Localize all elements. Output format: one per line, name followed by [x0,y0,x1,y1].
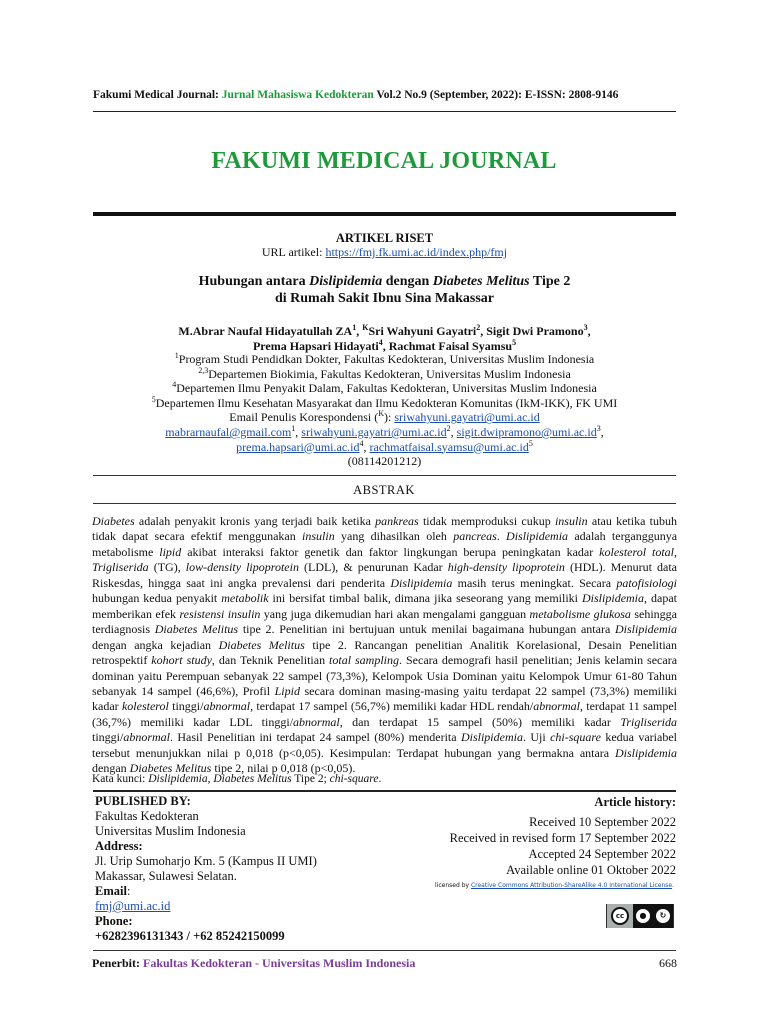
abstract-italic-term: Trigliserida [92,560,149,575]
author-line-1 [93,324,676,339]
journal-title: FAKUMI MEDICAL JOURNAL [211,148,557,174]
license-pre: licensed by [435,882,471,889]
abstract-italic-term: Diabetes Melitus [154,622,239,637]
abstract-text: adalah terganggunya metabolisme [92,529,678,559]
address-line: Jl. Urip Sumoharjo Km. 5 (Kampus II UMI) [95,854,317,868]
publisher-email-link[interactable]: fmj@umi.ac.id [95,899,171,913]
affil-sup: 5 [151,394,156,404]
abstract-text: , dapat memberikan efek [92,591,677,621]
article-url-line [93,245,676,260]
history-label: Article history: [594,795,676,809]
running-header-issue: Vol.2 No.9 (September, 2022): E-ISSN: 2808-9146 [373,89,619,101]
abstract-text: yang juga dikemudian hari akan mengalami gangguan [260,606,530,621]
abstract-italic-term: abnormal [533,699,580,714]
email-sup: 4 [359,438,364,448]
abstract-italic-term: Diabetes Melitus [129,761,212,776]
abstract-italic-term: Dislipidemia [582,591,645,606]
phone-label: Phone: [95,914,133,928]
article-history [450,794,676,878]
cc-logo-icon [607,904,633,928]
abstract-text: . Secara demografi hasil penelitian; Jenis kelamin secara dominan yaitu Perempuan sebanyak 22 sampel (73,3%), Kelompok Usia Dominan yaitu Kelompok Umur 61-80 Tahun sebanyak 14 sampel (46,6%), Profil [92,653,678,698]
page-footer [92,956,677,971]
running-header-subtitle: Jurnal Mahasiswa Kedokteran [221,89,374,101]
author-sep: , [587,324,591,338]
affiliation-4 [93,381,676,396]
article-title [93,273,676,307]
abstract-text: dengan [92,761,130,776]
abstract-text: hubungan kedua penyakit [92,591,222,606]
abstract-italic-term: kolesterol [121,699,169,714]
article-url-label: URL artikel: [261,245,326,259]
author-name: Sigit Dwi Pramono [486,324,584,338]
author-email-link[interactable]: rachmatfaisal.syamsu@umi.ac.id [369,439,529,454]
corresponding-mark: K [362,323,369,332]
corr-close: ): [384,410,395,425]
publisher-line: Fakultas Kedokteran [95,809,199,823]
affil-text: Departemen Biokimia, Fakultas Kedokteran, Universitas Muslim Indonesia [208,366,571,381]
abstract-text: akibat interaksi faktor genetik dan faktor lingkungan berupa peningkatan kadar [181,544,600,559]
author-email-line-2 [93,440,676,455]
attribution-icon: ● [636,909,650,923]
publisher-line: Universitas Muslim Indonesia [95,824,246,838]
corresponding-email-line [93,410,676,425]
running-header-sep: : [215,89,222,101]
author-sup: 1 [352,323,357,332]
license-line [435,882,674,889]
abstract-text: adalah penyakit kronis yang terjadi baik ketika [134,514,376,528]
cc-by-sa-badge[interactable] [606,904,674,928]
page-number: 668 [659,956,677,970]
running-header-journal: Fakumi Medical Journal [93,89,216,101]
corresponding-email-link[interactable]: sriwahyuni.gayatri@umi.ac.id [394,410,540,425]
abstract-text: dengan angka kejadian [92,637,219,652]
keywords-label: Kata kunci: [92,773,149,785]
abstract-text: (HDL). Menurut data Riskesdas, hingga saat ini angka prevalensi dari penderita [92,560,677,590]
email-label: Email [95,884,127,898]
abstract-text: tipe 2. Penelitian ini bertujuan untuk menilai bagaimana hubungan antara [238,622,615,637]
title-part: Tipe 2 [529,274,571,289]
author-name: Rachmat Faisal Syamsu [388,339,513,353]
abstract-text: kedua variabel tersebut menunjukkan nilai p 0,018 (p<0,05). Kesimpulan: Terdapat hubungan yang bermakna antara [92,730,677,760]
title-italic: Dislipidemia [309,274,383,289]
email-sep: , [600,424,604,439]
email-sep: , [295,424,302,439]
author-sep: , [480,324,487,338]
email-sep: , [450,424,457,439]
title-part: Hubungan antara [198,274,310,289]
published-by-label: PUBLISHED BY: [95,794,191,808]
author-name: M.Abrar Naufal Hidayatullah ZA [178,324,353,338]
corr-label: Email Penulis Korespondensi ( [229,410,379,425]
publisher-top-rule [93,790,676,792]
abstract-text: (TG), [148,560,186,575]
abstract-text: (LDL), & penurunan Kadar [298,560,448,575]
affil-text: Departemen Ilmu Penyakit Dalam, Fakultas Kedokteran, Universitas Muslim Indonesia [176,381,597,396]
abstract-italic-term: patofisiologi [616,575,678,590]
cc-badge-icons [633,904,673,928]
abstract-text: tipe 2, nilai p 0,018 (p<0,05). [211,761,356,776]
footer-publisher: Fakultas Kedokteran - Universitas Muslim Indonesia [143,956,416,970]
abstract-italic-term: Lipid [274,683,300,698]
abstract-italic-term: Diabetes Melitus [218,637,305,652]
abstract-italic-term: kohort study [151,653,212,668]
abstract-italic-term: chi-square [550,730,601,745]
email-sup: 5 [528,438,533,448]
abstract-text: . Uji [522,730,551,745]
title-italic: Diabetes Melitus [432,274,530,289]
abstract-text: tinggi/ [92,730,124,745]
email-label-line [95,884,317,899]
author-email-link[interactable]: prema.hapsari@umi.ac.id [236,439,360,454]
affil-text: Departemen Ilmu Kesehatan Masyarakat dan Ilmu Kedokteran Komunitas (IkM-IKK), FK UMI [155,395,618,410]
abstract-italic-term: abnormal [203,699,251,714]
abstract-italic-term: Dislipidemia [506,529,569,544]
email-sep: , [363,439,370,454]
abstract-text: yang dihasilkan oleh [334,529,454,544]
abstract-text: tidak memproduksi cukup [418,514,555,528]
author-email-link[interactable]: sriwahyuni.gayatri@umi.ac.id [301,424,447,439]
keyword: Diabetes Melitus [213,773,292,785]
email-sup: 2 [446,423,451,433]
author-sup: 2 [476,323,481,332]
address-line: Makassar, Sulawesi Selatan. [95,869,237,883]
share-alike-icon: ↻ [656,909,670,923]
author-sep: , [382,339,389,353]
footer-sep: : [136,956,143,970]
abstract-text: ini bersifat timbal balik, dimana jika seseorang yang memiliki [268,591,583,606]
corresponding-mark: K [378,409,385,419]
affil-text: Program Studi Pendidkan Dokter, Fakultas Kedokteran, Universitas Muslim Indonesia [178,352,595,366]
footer-rule [93,950,676,951]
keyword: Dislipidemia [148,773,208,785]
title-part: dengan [382,274,433,289]
affiliations [93,352,676,469]
abstract-top-rule [93,475,676,476]
abstract-italic-term: lipid [159,544,182,559]
license-link[interactable]: Creative Commons Attribution-ShareAlike 4.0 International License [470,882,673,889]
abstract-bottom-rule [93,503,676,504]
affil-sup: 1 [174,351,179,360]
publisher-phone: +6282396131343 / +62 85242150099 [95,929,285,943]
author-email-line-1 [93,425,676,440]
abstract-italic-term: pankreas [375,514,419,528]
abstract-text: , dan Teknik Penelitian [211,653,330,668]
affil-sup: 2,3 [198,365,209,375]
keyword: chi-square [329,773,379,785]
publisher-email-line [95,899,317,914]
abstract-text: , dan terdapat 15 sampel (50%) memiliki kadar [339,714,621,729]
abstract-italic-term: low-density lipoprotein [185,560,299,575]
affiliation-1 [93,352,676,367]
abstract-text: tinggi/ [168,699,204,714]
abstract-italic-term: Diabetes [92,514,135,528]
affiliation-5 [93,396,676,411]
keyword-sep: Tipe 2; [291,773,330,785]
email-sup: 3 [596,423,601,433]
abstract-italic-term: insulin [554,514,588,528]
article-url-link[interactable]: https://fmj.fk.umi.ac.id/index.php/fmj [325,245,508,259]
abstract-text: . Hasil Penelitian ini terdapat 24 sampel (80%) menderita [170,730,461,745]
author-email-link[interactable]: sigit.dwipramono@umi.ac.id [456,424,597,439]
cc-logo-text: cc [611,907,629,925]
keyword-sep: , [207,773,214,785]
abstract-text: , [674,544,677,559]
abstract-italic-term: pancreas [453,529,497,544]
abstract-text: , terdapat 17 sampel (56,7%) memiliki kadar HDL rendah/ [250,699,534,714]
article-title-line-1 [93,273,676,290]
abstract-text: , terdapat 11 sampel (36,7%) memiliki kadar LDL tinggi/ [92,699,678,729]
history-revised: Received in revised form 17 September 2022 [449,831,676,845]
abstract-text: tipe 2. Rancangan penelitian Analitik Korelasional, Desain Penelitian retrospektif [92,637,678,668]
affiliation-2 [93,367,676,382]
abstract-italic-term: kolesterol total [599,544,674,559]
abstract-text: secara dominan masing-masing yaitu terdapat 22 sampel (73,3%) memiliki kadar [92,683,677,714]
abstract-italic-term: Dislipidemia [615,622,677,637]
history-received: Received 10 September 2022 [529,815,676,829]
author-name: Sri Wahyuni Gayatri [368,324,477,338]
address-label: Address: [95,839,143,853]
abstract-heading: ABSTRAK [353,483,415,497]
author-name: Prema Hapsari Hidayati [252,339,379,353]
abstract-italic-term: metabolisme glukosa [529,606,631,621]
abstract-italic-term: resistensi insulin [179,606,261,621]
abstract-italic-term: total sampling [329,653,400,668]
author-phone: (08114201212) [347,454,422,469]
running-header [93,89,693,101]
author-sup: 5 [512,338,517,347]
history-accepted: Accepted 24 September 2022 [528,847,676,861]
abstract-italic-term: Trigliserida [620,714,677,729]
email-sup: 1 [291,423,296,433]
abstract-italic-term: insulin [302,529,335,544]
abstract-italic-term: Dislipidemia [615,745,677,760]
article-type: ARTIKEL RISET [335,231,434,245]
footer-label: Penerbit [92,956,136,970]
abstract-italic-term: high-density lipoprotein [447,560,565,575]
publisher-info [95,794,317,944]
author-sup: 3 [583,323,588,332]
keyword-end: . [378,773,382,785]
keywords [92,773,677,785]
history-online: Available online 01 Oktober 2022 [506,863,676,877]
affil-sup: 4 [172,380,177,390]
abstract-italic-term: Dislipidemia [390,575,453,590]
abstract-text: masih terus meningkat. Secara [452,575,617,590]
abstract-italic-term: Dislipidemia [460,730,523,745]
abstract-italic-term: metabolik [221,591,269,606]
email-colon: : [126,884,131,898]
title-rule [93,212,676,216]
author-list [93,324,676,354]
abstract-italic-term: abnormal [293,714,340,729]
header-rule [93,111,676,112]
abstract-body [92,514,677,777]
abstract-text: atau ketika tubuh tidak dapat secara efektif menggunakan [92,514,677,544]
author-sep: , [356,324,363,338]
author-email-link[interactable]: mabrarnaufal@gmail.com [165,424,292,439]
article-title-line-2: di Rumah Sakit Ibnu Sina Makassar [274,291,495,306]
publisher-box [93,794,676,948]
license-end: . [672,882,674,889]
abstract-text: sehingga terdiagnosis [92,606,677,637]
abstract-italic-term: abnormal [123,730,171,745]
abstract-text: . [496,529,507,544]
author-sup: 4 [378,338,383,347]
